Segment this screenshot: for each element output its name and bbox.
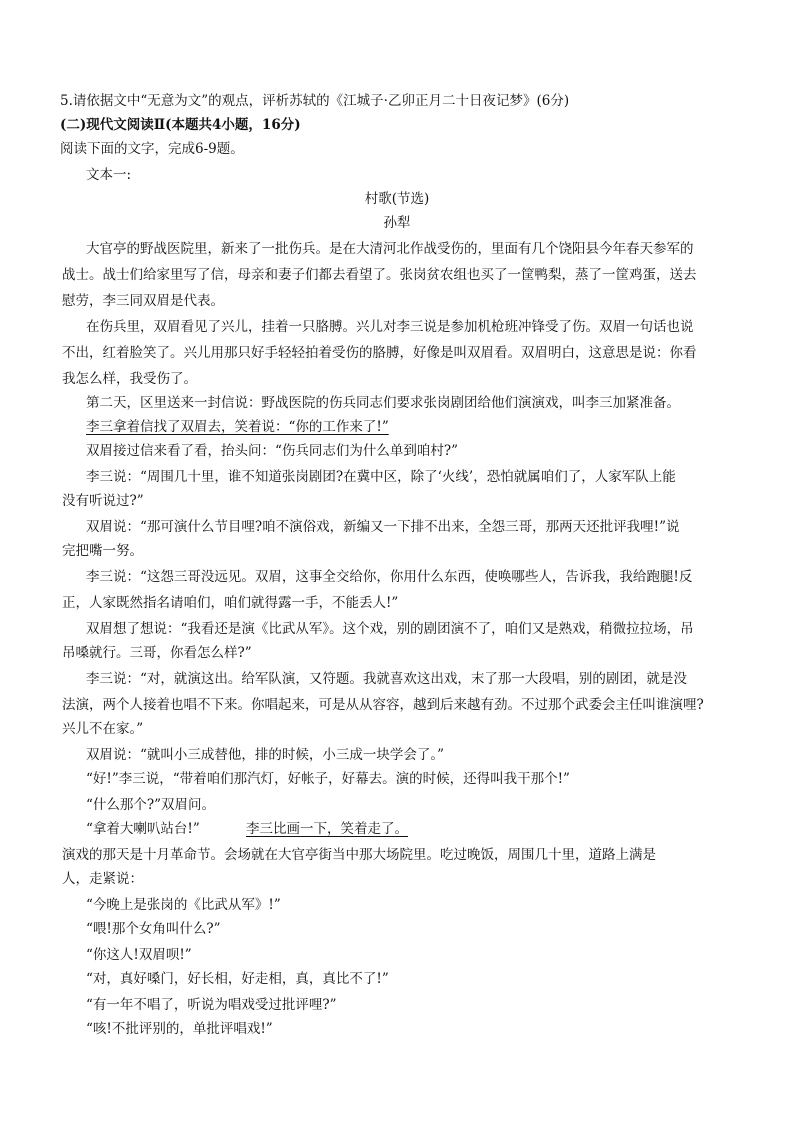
- dialogue-line: “喂!那个女角叫什么?”: [86, 921, 221, 937]
- text-label: 文本一:: [86, 167, 132, 183]
- paragraph-line: 李三说：“这怨三哥没远见。双眉，这事全交给你，你用什么东西，使唤哪些人，告诉我，我给跑腿!反: [86, 569, 693, 585]
- dialogue-line: “今晚上是张岗的《比武从军》!”: [86, 897, 281, 913]
- dialogue-line: “你这人!双眉呗!”: [86, 947, 192, 963]
- article-author: 孙犁: [383, 215, 411, 231]
- paragraph-line: 不出，红着脸笑了。兴儿用那只好手轻轻拍着受伤的胳膊，好像是叫双眉看。双眉明白，这意思是说：你看: [62, 345, 697, 361]
- paragraph-line: 双眉想了想说：“我看还是演《比武从军》。这个戏，别的剧团演不了，咱们又是熟戏，稍微拉拉场，吊: [86, 621, 694, 637]
- paragraph-line: 我怎么样，我受伤了。: [62, 371, 197, 387]
- paragraph-line: 人，走紧说：: [62, 871, 143, 887]
- underlined-sentence: 李三拿着信找了双眉去，笑着说：“你的工作来了!”: [86, 419, 389, 435]
- section-heading: (二)现代文阅读Ⅱ(本题共4小题，16分): [60, 117, 301, 133]
- paragraph-line: 完把嘴一努。: [62, 543, 143, 559]
- article-title: 村歌(节选): [364, 191, 430, 207]
- paragraph-line: 战士。战士们给家里写了信，母亲和妻子们都去看望了。张岗贫农组也买了一筐鸭梨，蒸了一筐鸡蛋，送去: [62, 267, 697, 283]
- dialogue-line: “有一年不唱了，听说为唱戏受过批评哩?”: [86, 997, 337, 1013]
- paragraph-line: 第二天，区里送来一封信说：野战医院的伤兵同志们要求张岗剧团给他们演演戏，叫李三加紧准备。: [86, 395, 680, 411]
- paragraph-line: 在伤兵里，双眉看见了兴儿，挂着一只胳膊。兴儿对李三说是参加机枪班冲锋受了伤。双眉一句话也说: [86, 319, 694, 335]
- underlined-sentence: 李三比画一下，笑着走了。: [246, 821, 408, 837]
- paragraph-line: “拿着大喇叭站台!”: [86, 821, 200, 837]
- paragraph-line: 正，人家既然指名请咱们，咱们就得露一手，不能丢人!”: [62, 595, 399, 611]
- paragraph-line: “好!”李三说，“带着咱们那汽灯，好帐子，好幕去。演的时候，还得叫我干那个!”: [86, 771, 570, 787]
- paragraph-line: 法演，两个人接着也唱不下来。你唱起来，可是从从容容，越到后来越有劲。不过那个武委会主任叫谁演哩?: [62, 697, 704, 713]
- paragraph-line: 慰劳，李三同双眉是代表。: [62, 293, 224, 309]
- dialogue-line: “咳!不批评别的，单批评唱戏!”: [86, 1021, 273, 1037]
- paragraph-line: 李三说：“周围几十里，谁不知道张岗剧团?在冀中区，除了‘火线’，恐怕就属咱们了，人家军队上能: [86, 469, 676, 485]
- question-5: 5.请依据文中“无意为文”的观点，评析苏轼的《江城子·乙卯正月二十日夜记梦》(6分): [60, 93, 570, 109]
- paragraph-line: 吊嗓就行。三哥，你看怎么样?”: [62, 645, 252, 661]
- dialogue-line: “对，真好嗓门，好长相，好走相，真，真比不了!”: [86, 971, 389, 987]
- paragraph-line: 兴儿不在家。”: [62, 721, 144, 737]
- instruction-text: 阅读下面的文字，完成6-9题。: [60, 141, 244, 157]
- paragraph-line: 双眉接过信来看了看，抬头问：“伤兵同志们为什么单到咱村?”: [86, 443, 459, 459]
- paragraph-line: 演戏的那天是十月革命节。会场就在大官亭街当中那大场院里。吃过晚饭，周围几十里，道路上满是: [62, 847, 656, 863]
- paragraph-line: “什么那个?”双眉问。: [86, 797, 216, 813]
- paragraph-line: 没有听说过?”: [62, 493, 144, 509]
- paragraph-line: 李三说：“对，就演这出。给军队演，又符题。我就喜欢这出戏，末了那一大段唱，别的剧团，就是没: [86, 671, 687, 687]
- paragraph-line: 双眉说：“那可演什么节目哩?咱不演俗戏，新编又一下排不出来，全怨三哥，那两天还批评我哩!”说: [86, 519, 680, 535]
- paragraph-line: 大官亭的野战医院里，新来了一批伤兵。是在大清河北作战受伤的，里面有几个饶阳县今年春天参军的: [86, 241, 694, 257]
- paragraph-line: 双眉说：“就叫小三成替他，排的时候，小三成一块学会了。”: [86, 747, 445, 763]
